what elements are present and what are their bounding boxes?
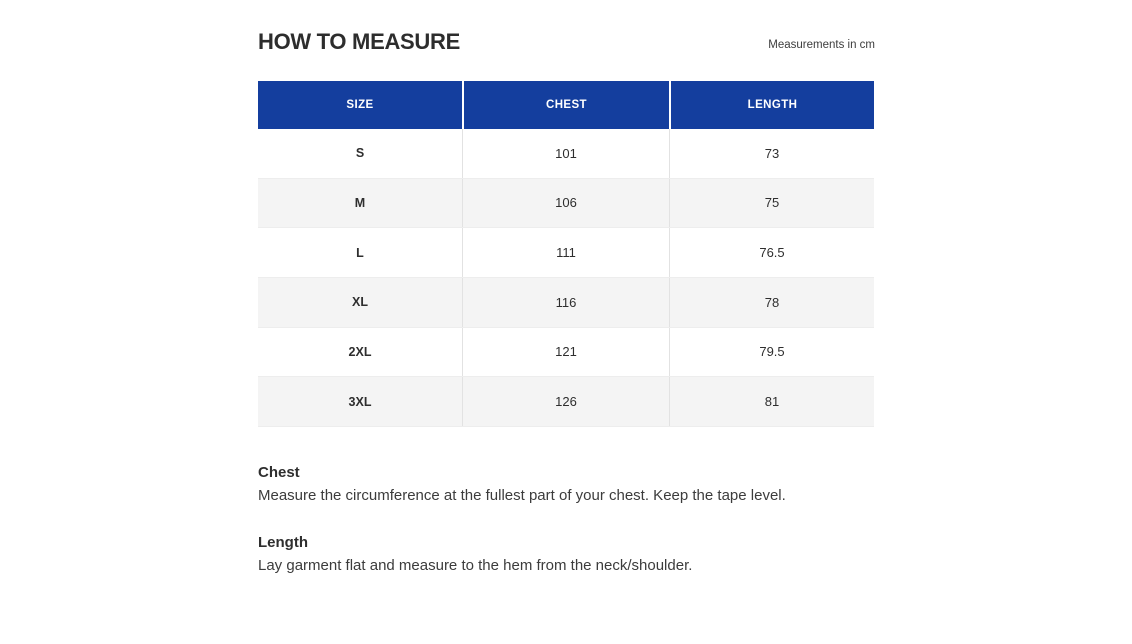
size-table-header-row — [258, 81, 874, 129]
length-value: 75 — [669, 179, 874, 228]
size-value: M — [354, 195, 366, 210]
table-row-m — [258, 179, 874, 229]
column-header-length: LENGTH — [669, 81, 874, 129]
length-note — [258, 535, 878, 574]
chest-note — [258, 465, 878, 504]
chest-value: 116 — [462, 278, 669, 327]
length-note-text: Lay garment flat and measure to the hem from the neck/shoulder. — [258, 557, 693, 574]
table-row-2xl — [258, 328, 874, 378]
chest-note-text: Measure the circumference at the fullest part of your chest. Keep the tape level. — [258, 487, 786, 504]
size-value: 2XL — [348, 344, 372, 359]
length-note-heading: Length — [258, 534, 308, 551]
length-value: 73 — [669, 129, 874, 178]
page-title: HOW TO MEASURE — [258, 29, 460, 54]
length-value: 78 — [669, 278, 874, 327]
size-value: L — [356, 245, 364, 260]
column-header-chest: CHEST — [462, 81, 669, 129]
size-value: S — [355, 146, 365, 161]
table-row-s — [258, 129, 874, 179]
column-header-size: SIZE — [346, 99, 374, 111]
chest-value: 101 — [462, 129, 669, 178]
chest-note-heading: Chest — [258, 464, 300, 481]
table-row-l — [258, 228, 874, 278]
length-value: 81 — [669, 377, 874, 426]
size-value: XL — [352, 295, 368, 310]
size-value: 3XL — [348, 394, 372, 409]
chest-value: 111 — [462, 228, 669, 277]
size-table-body — [258, 129, 874, 427]
length-value: 79.5 — [669, 328, 874, 377]
size-table — [258, 81, 874, 427]
table-row-xl — [258, 278, 874, 328]
length-value: 76.5 — [669, 228, 874, 277]
chest-value: 121 — [462, 328, 669, 377]
chest-value: 106 — [462, 179, 669, 228]
table-row-3xl — [258, 377, 874, 427]
chest-value: 126 — [462, 377, 669, 426]
unit-note: Measurements in cm — [768, 39, 875, 51]
